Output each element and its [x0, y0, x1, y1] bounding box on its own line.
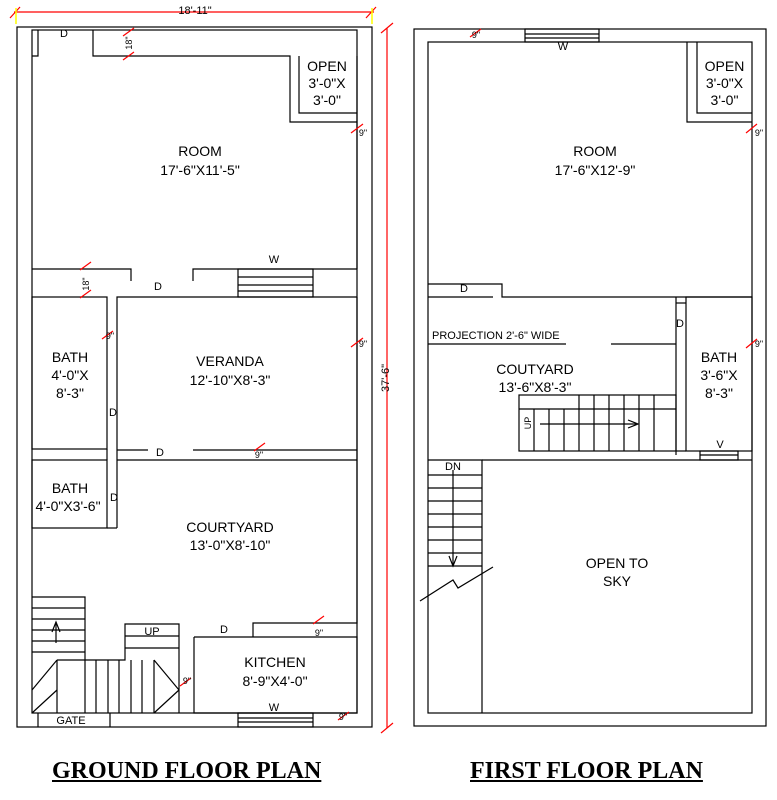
ground-courtyard-size: 13'-0"X8'-10"	[189, 537, 271, 553]
first-floor-title: FIRST FLOOR PLAN	[470, 758, 703, 784]
ground-wall-thickness-18: 18"	[124, 36, 134, 50]
first-door-mark: D	[676, 318, 684, 330]
ground-wall-thickness-18b: 18"	[81, 277, 91, 291]
ground-wall-thickness-9: 9"	[358, 128, 368, 138]
ground-door-mark: D	[156, 447, 164, 459]
ground-bath1-name: BATH	[51, 349, 89, 365]
first-coutyard-size: 13'-6"X8'-3"	[498, 379, 572, 395]
first-wall-thickness-9: 9"	[471, 30, 481, 40]
first-stair-up-label: UP	[523, 416, 533, 430]
ground-bath1-size2: 8'-3"	[56, 385, 84, 401]
ground-stair-up-label: UP	[144, 626, 160, 638]
ground-room-size: 17'-6"X11'-5"	[160, 162, 240, 178]
ground-room-name: ROOM	[178, 143, 222, 159]
first-wall-thickness-9c: 9"	[754, 339, 764, 349]
ground-kitchen-size: 8'-9"X4'-0"	[242, 673, 308, 689]
ground-wall-thickness-9b: 9"	[105, 331, 115, 341]
ground-door-mark: D	[110, 492, 118, 504]
first-bath-size1: 3'-6"X	[700, 367, 738, 383]
ground-door-mark: D	[154, 281, 162, 293]
ground-wall-thickness-9g: 9"	[338, 712, 348, 722]
ground-floor-title: GROUND FLOOR PLAN	[52, 758, 322, 784]
ground-bath2-name: BATH	[51, 480, 89, 496]
ground-window-mark: W	[268, 254, 280, 266]
ground-bath1-size1: 4'-0"X	[51, 367, 89, 383]
ground-door-mark: D	[109, 407, 117, 419]
ground-wall-thickness-9e: 9"	[314, 628, 324, 638]
first-bath-size2: 8'-3"	[705, 385, 733, 401]
ground-wall-thickness-9c: 9"	[358, 339, 368, 349]
first-stair-down-label: DN	[445, 461, 461, 473]
first-open-to-sky-line2: SKY	[602, 573, 631, 589]
first-open-name: OPEN	[704, 58, 745, 74]
first-bath-name: BATH	[700, 349, 738, 365]
first-open-size1: 3'-0"X	[705, 75, 744, 91]
first-room-size: 17'-6"X12'-9"	[554, 162, 636, 178]
first-open-size2: 3'-0"	[710, 92, 739, 108]
ground-door-mark: D	[60, 28, 68, 40]
ground-kitchen-name: KITCHEN	[244, 654, 306, 670]
first-projection-label: PROJECTION 2'-6" WIDE	[432, 330, 560, 342]
ground-open-name: OPEN	[307, 58, 347, 74]
first-room-name: ROOM	[573, 143, 617, 159]
first-coutyard-name: COUTYARD	[496, 361, 574, 377]
ground-window-mark: W	[268, 702, 280, 714]
ground-open-size1: 3'-0"X	[308, 75, 346, 91]
ground-door-mark: D	[220, 624, 228, 636]
ground-veranda-name: VERANDA	[196, 353, 264, 369]
first-open-to-sky-line1: OPEN TO	[585, 555, 649, 571]
first-ventilator-mark: V	[716, 439, 724, 451]
ground-wall-thickness-9d: 9"	[254, 450, 264, 460]
ground-open-size2: 3'-0"	[313, 92, 341, 108]
ground-width-dimension: 18'-11"	[178, 5, 212, 17]
first-door-mark: D	[460, 283, 468, 295]
first-window-mark: W	[557, 41, 569, 53]
ground-veranda-size: 12'-10"X8'-3"	[189, 372, 271, 388]
ground-wall-thickness-9f: 9"	[182, 676, 192, 686]
ground-gate-label: GATE	[56, 715, 86, 727]
ground-courtyard-name: COURTYARD	[186, 519, 274, 535]
first-wall-thickness-9b: 9"	[754, 128, 764, 138]
ground-bath2-size: 4'-0"X3'-6"	[35, 498, 101, 514]
ground-depth-dimension: 37'-6"	[380, 363, 392, 393]
